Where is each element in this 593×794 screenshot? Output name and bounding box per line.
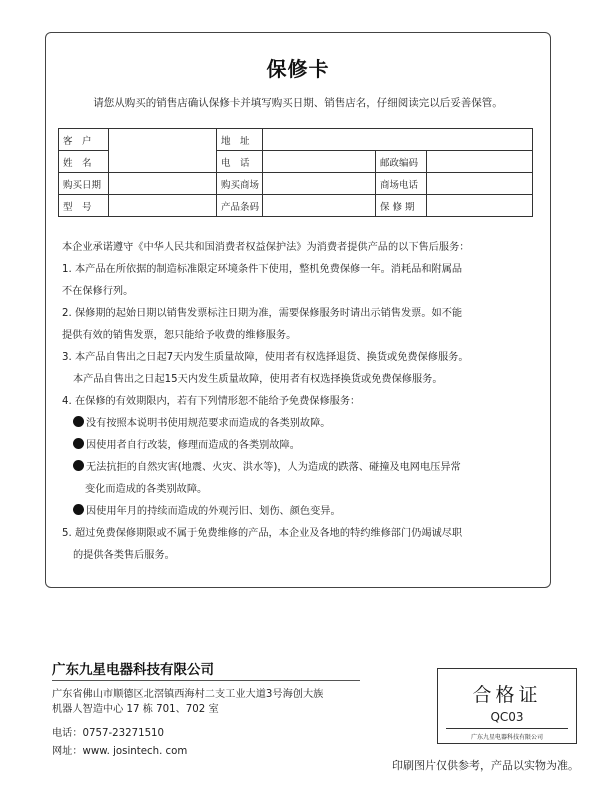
barcode-field[interactable]: [263, 195, 376, 217]
term-3-line1: 3. 本产品自售出之日起7天内发生质量故障，使用者有权选择退货、换货或免费保修服务。: [62, 352, 469, 363]
print-disclaimer: 印刷图片仅供参考，产品以实物为准。: [392, 759, 579, 772]
store-phone-field[interactable]: [427, 173, 533, 195]
company-address: [52, 687, 323, 717]
address-field[interactable]: [263, 129, 533, 151]
term-4: 4. 在保修的有效期限内，若有下列情形恕不能给予免费保修服务：: [62, 396, 361, 407]
exclusion-1: [62, 413, 542, 435]
exclusion-2-text: 因使用者自行改装，修理而造成的各类别故障。: [86, 440, 300, 451]
phone-field[interactable]: [263, 151, 376, 173]
certificate-divider: [446, 728, 568, 729]
certificate-title: 合格证: [472, 684, 542, 706]
address-label: 地 址: [217, 129, 263, 151]
company-phone: 电话：0757-23271510: [52, 728, 165, 739]
purchase-date-field[interactable]: [109, 173, 217, 195]
customer-label: 客 户: [59, 129, 109, 151]
warranty-card: [45, 32, 551, 588]
term-1-line1: 1. 本产品在所依据的制造标准限定环境条件下使用，整机免费保修一年。消耗品和附属品: [62, 264, 463, 275]
term-2-line2: 提供有效的销售发票，恕只能给予收费的维修服务。: [62, 330, 297, 341]
bullet-icon: [73, 416, 84, 427]
exclusion-4-text: 因使用年月的持续而造成的外观污旧、划伤、颜色变异。: [86, 506, 341, 517]
warranty-terms: [62, 237, 542, 567]
qualification-certificate: [437, 668, 577, 744]
model-field[interactable]: [109, 195, 217, 217]
term-2-line1: 2. 保修期的起始日期以销售发票标注日期为准，需要保修服务时请出示销售发票。如不能: [62, 308, 463, 319]
exclusion-3-line2: 变化而造成的各类别故障。: [85, 484, 208, 495]
term-5-line2: 的提供各类售后服务。: [73, 550, 175, 561]
exclusion-3: [62, 457, 542, 479]
certificate-code: QC03: [490, 710, 524, 724]
exclusion-3-text: 无法抗拒的自然灾害(地震、火灾、洪水等)，人为造成的跌落、碰撞及电网电压异常: [86, 462, 461, 473]
company-name: 广东九星电器科技有限公司: [52, 662, 214, 678]
certificate-company: 广东九星电器科技有限公司: [470, 734, 543, 741]
company-address-line2: 机器人智造中心 17 栋 701、702 室: [52, 704, 219, 715]
term-3-line2: 本产品自售出之日起15天内发生质量故障，使用者有权选择换货或免费保修服务。: [73, 374, 443, 385]
exclusion-2: [62, 435, 542, 457]
exclusion-4: [62, 501, 542, 523]
card-intro: 请您从购买的销售店确认保修卡并填写购买日期、销售店名，仔细阅读完以后妥善保管。: [93, 97, 503, 109]
term-1-line2: 不在保修行列。: [62, 286, 134, 297]
purchase-date-label: 购买日期: [59, 173, 109, 195]
store-field[interactable]: [263, 173, 376, 195]
company-divider: [52, 680, 360, 681]
warranty-period-label: 保 修 期: [376, 195, 427, 217]
store-label: 购买商场: [217, 173, 263, 195]
phone-label: 电 话: [217, 151, 263, 173]
bullet-icon: [73, 460, 84, 471]
company-website[interactable]: 网址：www. josintech. com: [52, 746, 188, 757]
bullet-icon: [73, 438, 84, 449]
card-title: 保修卡: [266, 57, 330, 81]
model-label: 型 号: [59, 195, 109, 217]
term-5-line1: 5. 超过免费保修期限或不属于免费维修的产品，本企业及各地的特约维修部门仍竭诚尽职: [62, 528, 463, 539]
postcode-label: 邮政编码: [376, 151, 427, 173]
name-label: 姓 名: [59, 151, 109, 173]
barcode-label: 产品条码: [217, 195, 263, 217]
company-address-line1: 广东省佛山市顺德区北滘镇西海村二支工业大道3号海创大族: [52, 689, 324, 700]
warranty-period-field[interactable]: [427, 195, 533, 217]
postcode-field[interactable]: [427, 151, 533, 173]
customer-name-field[interactable]: [109, 129, 217, 173]
exclusion-1-text: 没有按照本说明书使用规范要求而造成的各类别故障。: [86, 418, 331, 429]
warranty-form-table: [58, 128, 533, 217]
store-phone-label: 商场电话: [376, 173, 427, 195]
terms-lead: 本企业承诺遵守《中华人民共和国消费者权益保护法》为消费者提供产品的以下售后服务：: [62, 242, 470, 253]
bullet-icon: [73, 504, 84, 515]
